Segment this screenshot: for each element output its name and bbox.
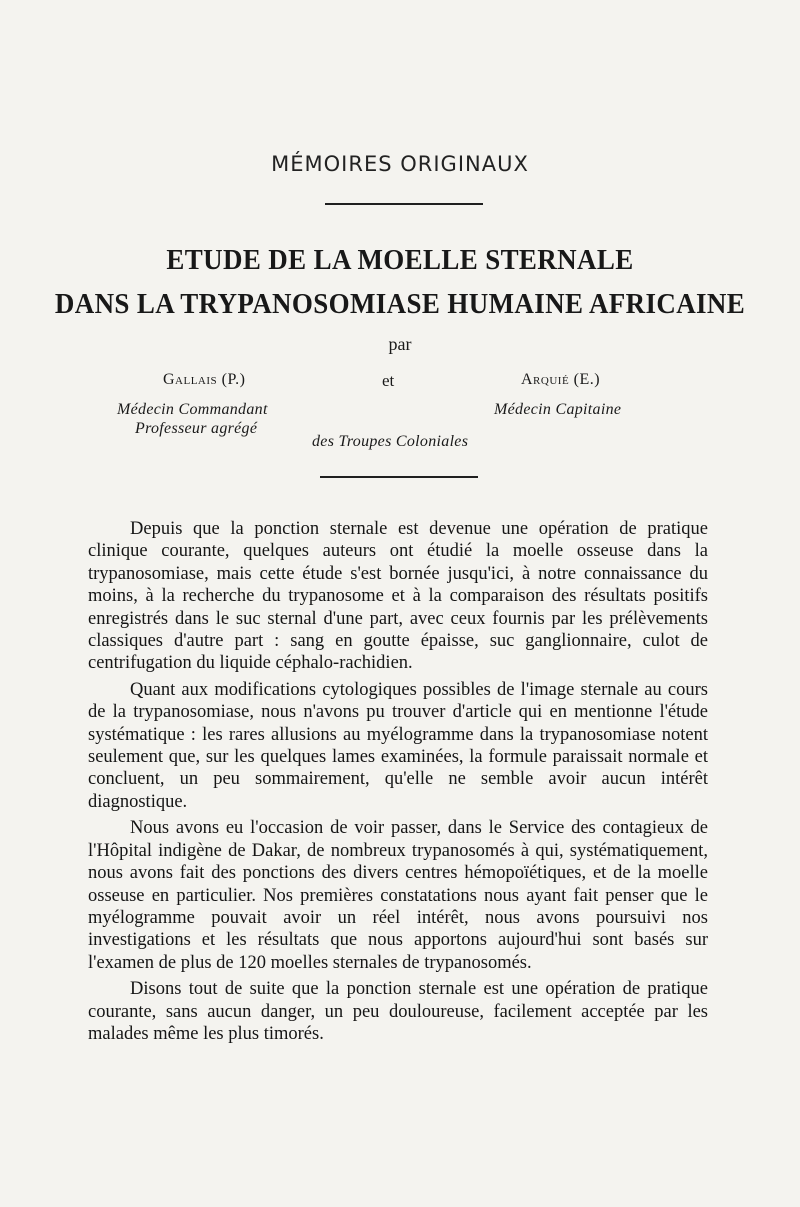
article-body	[88, 518, 708, 1049]
paragraph: Quant aux modifications cytologiques possibles de l'image sternale au cours de la trypanosomiase, nous n'avons pu trouver d'article qui en mentionne l'étude systématique : les rares allusions au myélogramme dans la trypanosomiase notent seulement que, sur les quelques lames examinées, la formule paraissait normale et concluent, un peu sommairement, qu'elle ne semble avoir aucun intérêt diagnostique.	[88, 679, 708, 812]
section-heading: MÉMOIRES ORIGINAUX	[271, 152, 529, 176]
byline-par: par	[388, 334, 412, 354]
author-2-initial: (E.)	[573, 371, 601, 388]
top-divider	[325, 203, 483, 205]
paragraph: Disons tout de suite que la ponction sternale est une opération de pratique courante, sans aucun danger, un peu douloureuse, facilement acceptée par les malades même les plus timorés.	[88, 979, 708, 1044]
byline-and: et	[382, 371, 395, 390]
byline-divider	[320, 476, 478, 478]
author-2-role-1: Médecin Capitaine	[494, 401, 622, 418]
author-2-name: Arquié	[521, 371, 570, 388]
author-1-role-1: Médecin Commandant	[117, 401, 268, 418]
paragraph: Nous avons eu l'occasion de voir passer, dans le Service des contagieux de l'Hôpital indigène de Dakar, de nombreux trypanosomés à qui, systématiquement, nous avons fait des ponctions des divers centres hémopoïétiques, et de la moelle osseuse en particulier. Nos premières constatations nous ayant fait penser que le myélogramme pouvait avoir un réel intérêt, nous avons poursuivi nos investigations et les résultats que nous apportons aujourd'hui sont basés sur l'examen de plus de 120 moelles sternales de trypanosomés.	[88, 818, 708, 973]
article-title-line-1: ETUDE DE LA MOELLE STERNALE	[166, 244, 634, 276]
article-title-line-2: DANS LA TRYPANOSOMIASE HUMAINE AFRICAINE	[54, 288, 746, 320]
author-1-name: Gallais	[163, 371, 218, 388]
author-2	[521, 371, 600, 389]
corps-affiliation: des Troupes Coloniales	[312, 433, 469, 450]
author-1-initial: (P.)	[221, 371, 246, 388]
author-1-role-2: Professeur agrégé	[135, 420, 258, 437]
paragraph: Depuis que la ponction sternale est devenue une opération de pratique clinique courante, quelques auteurs ont étudié la moelle osseuse dans la trypanosomiase, mais cette étude s'est bornée jusqu'ici, à notre connaissance du moins, à la recherche du trypanosome et à la comparaison des résultats positifs enregistrés dans le suc sternal d'une part, avec ceux fournis par les prélèvements classiques d'autre part : sang en goutte épaisse, suc ganglionnaire, culot de centrifugation du liquide céphalo-rachidien.	[88, 519, 708, 674]
author-1	[163, 371, 245, 389]
